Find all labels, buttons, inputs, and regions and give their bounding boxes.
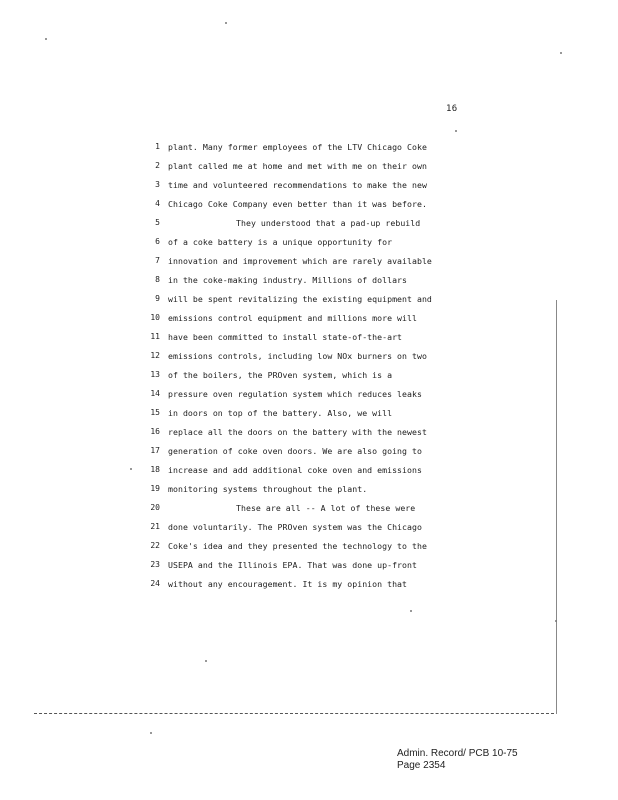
transcript-line <box>0 540 618 558</box>
line-number: 18 <box>150 465 160 474</box>
line-number: 10 <box>150 313 160 322</box>
transcript-line <box>0 559 618 577</box>
line-number: 21 <box>150 522 160 531</box>
line-text: will be spent revitalizing the existing equipment and <box>168 294 432 304</box>
scan-speck <box>555 620 557 622</box>
scan-speck <box>560 52 562 54</box>
line-text: replace all the doors on the battery with the newest <box>168 427 427 437</box>
line-number: 4 <box>155 199 160 208</box>
scan-speck <box>205 660 207 662</box>
scan-speck <box>45 38 47 40</box>
line-text: monitoring systems throughout the plant. <box>168 484 368 494</box>
line-text: Chicago Coke Company even better than it was before. <box>168 199 427 209</box>
line-number: 12 <box>150 351 160 360</box>
transcript-line <box>0 293 618 311</box>
transcript-line <box>0 407 618 425</box>
transcript-line <box>0 483 618 501</box>
line-number: 13 <box>150 370 160 379</box>
line-text: of a coke battery is a unique opportunity for <box>168 237 393 247</box>
line-text: Coke's idea and they presented the technology to the <box>168 541 427 551</box>
transcript-line <box>0 160 618 178</box>
transcript-line <box>0 236 618 254</box>
transcript-line <box>0 445 618 463</box>
line-number: 7 <box>155 256 160 265</box>
transcript-line <box>0 521 618 539</box>
line-number: 20 <box>150 503 160 512</box>
line-number: 24 <box>150 579 160 588</box>
line-text: USEPA and the Illinois EPA. That was done up-front <box>168 560 417 570</box>
line-number: 17 <box>150 446 160 455</box>
line-number: 19 <box>150 484 160 493</box>
line-text: in the coke-making industry. Millions of dollars <box>168 275 408 285</box>
line-text: without any encouragement. It is my opinion that <box>168 579 408 589</box>
line-number: 2 <box>155 161 160 170</box>
transcript-line <box>0 369 618 387</box>
line-number: 15 <box>150 408 160 417</box>
line-text: of the boilers, the PROven system, which is a <box>168 370 393 380</box>
line-text: done voluntarily. The PROven system was the Chicago <box>168 522 422 532</box>
transcript-line <box>0 141 618 159</box>
scan-speck <box>410 610 412 612</box>
line-text: generation of coke oven doors. We are also going to <box>168 446 422 456</box>
line-number: 16 <box>150 427 160 436</box>
transcript-line <box>0 388 618 406</box>
record-stamp <box>397 748 518 772</box>
record-id: Admin. Record/ PCB 10-75 <box>397 748 518 759</box>
transcript-line <box>0 350 618 368</box>
line-text: in doors on top of the battery. Also, we will <box>168 408 393 418</box>
transcript-line <box>0 502 618 520</box>
transcript-line <box>0 312 618 330</box>
line-number: 6 <box>155 237 160 246</box>
line-number: 9 <box>155 294 160 303</box>
line-text: pressure oven regulation system which reduces leaks <box>168 389 422 399</box>
transcript-line <box>0 578 618 596</box>
line-text: emissions controls, including low NOx burners on two <box>168 351 427 361</box>
line-text: time and volunteered recommendations to make the new <box>168 180 427 190</box>
transcript-line <box>0 217 618 235</box>
transcript-line <box>0 426 618 444</box>
line-text: plant. Many former employees of the LTV Chicago Coke <box>168 142 427 152</box>
line-number: 22 <box>150 541 160 550</box>
transcript-line <box>0 464 618 482</box>
transcript-line <box>0 274 618 292</box>
right-margin-line <box>556 300 557 714</box>
line-text: These are all -- A lot of these were <box>236 503 416 513</box>
line-number: 11 <box>150 332 160 341</box>
transcript-line <box>0 331 618 349</box>
transcript-line <box>0 255 618 273</box>
line-number: 5 <box>155 218 160 227</box>
line-number: 1 <box>155 142 160 151</box>
line-text: plant called me at home and met with me on their own <box>168 161 427 171</box>
page-number: 16 <box>446 104 458 114</box>
transcript-line <box>0 179 618 197</box>
scan-speck <box>150 732 152 734</box>
scan-speck <box>130 468 132 470</box>
line-text: increase and add additional coke oven and emissions <box>168 465 422 475</box>
line-number: 8 <box>155 275 160 284</box>
record-page: Page 2354 <box>397 760 446 771</box>
line-text: innovation and improvement which are rarely available <box>168 256 432 266</box>
line-number: 14 <box>150 389 160 398</box>
scan-speck <box>225 22 227 24</box>
line-text: They understood that a pad-up rebuild <box>236 218 421 228</box>
line-text: emissions control equipment and millions more will <box>168 313 417 323</box>
transcript-line <box>0 198 618 216</box>
scan-speck <box>455 130 457 132</box>
line-number: 23 <box>150 560 160 569</box>
line-text: have been committed to install state-of-the-art <box>168 332 403 342</box>
page-bottom-rule <box>34 713 554 714</box>
line-number: 3 <box>155 180 160 189</box>
